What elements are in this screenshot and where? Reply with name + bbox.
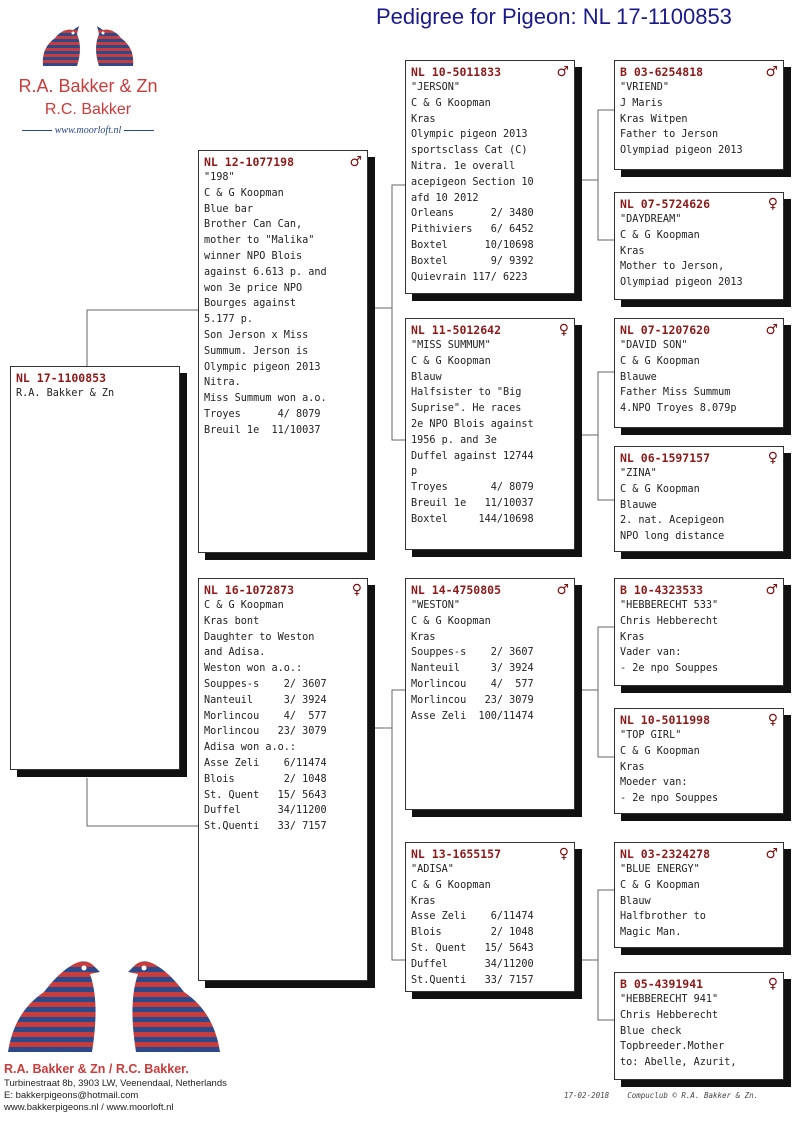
pigeon-details: "198" C & G Koopman Blue bar Brother Can Can, mother to "Malika" winner NPO Blois against 6.613 p. and won 3e price NPO Bourges against 5.177 p. Son Jerson x Miss Summum. Jerson is Olympic pigeon 2013 Nitra. Miss Summum won a.o. Troyes 4/ 8079 Breuil 1e 11/10037 (204, 172, 327, 436)
pigeon-details: "HEBBERECHT 941" Chris Hebberecht Blue check Topbreeder.Mother to: Abelle, Azurit, (620, 994, 737, 1069)
pigeon-card-maternal-grandfather[interactable] (405, 578, 575, 810)
pigeon-card-mmf[interactable] (614, 842, 784, 948)
male-icon: ♂ (556, 63, 569, 80)
ring-number: NL 06-1597157 (620, 450, 711, 465)
female-icon: ♀ (767, 711, 778, 728)
pigeon-card-mff[interactable] (614, 578, 784, 686)
ring-number: NL 07-1207620 (620, 322, 711, 337)
pigeon-details: "WESTON" C & G Koopman Kras Souppes-s 2/ 3607 Nanteuil 3/ 3924 Morlincou 4/ 577 Morlincou 23/ 3079 Asse Zeli 100/11474 (411, 600, 534, 722)
pigeon-details: "BLUE ENERGY" C & G Koopman Blauw Halfbrother to Magic Man. (620, 864, 706, 939)
pigeon-details: "DAVID SON" C & G Koopman Blauwe Father Miss Summum 4.NPO Troyes 8.079p (620, 340, 737, 415)
pigeon-details: "JERSON" C & G Koopman Kras Olympic pigeon 2013 sportsclass Cat (C) Nitra. 1e overall acepigeon Section 10 afd 10 2012 Orleans 2/ 3480 Pithiviers 6/ 6452 Boxtel 10/10698 Boxtel 9/ 9392 Quievrain 117/ 6223 (411, 82, 534, 283)
female-icon: ♀ (351, 581, 362, 598)
footer (564, 1091, 758, 1100)
ring-number: NL 10-5011998 (620, 712, 711, 727)
pigeon-card-paternal-grandmother[interactable] (405, 318, 575, 550)
male-icon: ♂ (765, 845, 778, 862)
female-icon: ♀ (558, 845, 569, 862)
contact-address: Turbinestraat 8b, 3903 LW, Veenendaal, Netherlands (4, 1078, 227, 1089)
pigeon-card-fff[interactable] (614, 60, 784, 170)
pigeon-card-mmm[interactable] (614, 972, 784, 1080)
ring-number: NL 11-5012642 (411, 322, 502, 337)
software-credit: Compuclub © R.A. Bakker & Zn. (627, 1091, 759, 1100)
ring-number: NL 12-1077198 (204, 154, 295, 169)
ring-number: NL 17-1100853 (16, 370, 107, 385)
male-icon: ♂ (349, 153, 362, 170)
pigeon-details: "ZINA" C & G Koopman Blauwe 2. nat. Acepigeon NPO long distance (620, 468, 725, 543)
pigeon-card-paternal-grandfather[interactable] (405, 60, 575, 294)
pigeon-details: "VRIEND" J Maris Kras Witpen Father to Jerson Olympiad pigeon 2013 (620, 82, 743, 157)
pigeon-card-fmm[interactable] (614, 446, 784, 552)
pigeon-card-mother[interactable] (198, 578, 368, 981)
brand-website: www.moorloft.nl (8, 125, 168, 136)
page-title: Pedigree for Pigeon: NL 17-1100853 (376, 4, 732, 29)
pigeon-details: "MISS SUMMUM" C & G Koopman Blauw Halfsister to "Big Suprise". He races 2e NPO Blois against 1956 p. and 3e Duffel against 12744 p Troyes 4/ 8079 Breuil 1e 11/10037 Boxtel 144/10698 (411, 340, 534, 525)
pigeon-card-maternal-grandmother[interactable] (405, 842, 575, 992)
ring-number: B 03-6254818 (620, 64, 704, 79)
contact-block (4, 1062, 227, 1114)
pigeon-card-father[interactable] (198, 150, 368, 553)
print-date: 17-02-2018 (564, 1091, 610, 1100)
brand-name-secondary: R.C. Bakker (44, 101, 132, 118)
contact-email[interactable]: E: bakkerpigeons@hotmail.com (4, 1090, 139, 1101)
pigeon-card-fmf[interactable] (614, 318, 784, 428)
ring-number: NL 14-4750805 (411, 582, 502, 597)
female-icon: ♀ (558, 321, 569, 338)
ring-number: NL 07-5724626 (620, 196, 711, 211)
pigeon-details: "DAYDREAM" C & G Koopman Kras Mother to Jerson, Olympiad pigeon 2013 (620, 214, 743, 289)
male-icon: ♂ (765, 63, 778, 80)
female-icon: ♀ (767, 195, 778, 212)
pigeon-details: "ADISA" C & G Koopman Kras Asse Zeli 6/11474 Blois 2/ 1048 St. Quent 15/ 5643 Duffel 34/11200 St.Quenti 33/ 7157 (411, 864, 534, 986)
contact-name: R.A. Bakker & Zn / R.C. Bakker. (4, 1062, 189, 1076)
ring-number: NL 03-2324278 (620, 846, 711, 861)
female-icon: ♀ (767, 449, 778, 466)
female-icon: ♀ (767, 975, 778, 992)
pigeon-details: "HEBBERECHT 533" Chris Hebberecht Kras Vader van: - 2e npo Souppes (620, 600, 719, 675)
ring-number: B 05-4391941 (620, 976, 704, 991)
ring-number: NL 16-1072873 (204, 582, 295, 597)
ring-number: NL 10-5011833 (411, 64, 502, 79)
male-icon: ♂ (556, 581, 569, 598)
pigeon-details: R.A. Bakker & Zn (16, 388, 115, 399)
pigeon-card-subject[interactable] (10, 366, 180, 770)
pigeon-card-mfm[interactable] (614, 708, 784, 814)
pigeon-details: C & G Koopman Kras bont Daughter to Weston and Adisa. Weston won a.o.: Souppes-s 2/ 3607 Nanteuil 3/ 3924 Morlincou 4/ 577 Morlincou 23/ 3079 Adisa won a.o.: Asse Zeli 6/11474 Blois 2/ 1048 St. Quent 15/ 5643 Duffel 34/11200 St.Quenti 33/ 7157 (204, 600, 327, 833)
brand-name-primary: R.A. Bakker & Zn (18, 76, 158, 96)
bottom-logo (4, 952, 224, 1060)
ring-number: NL 13-1655157 (411, 846, 502, 861)
pigeons-large-logo-icon (4, 952, 224, 1056)
male-icon: ♂ (765, 581, 778, 598)
pigeon-card-ffm[interactable] (614, 192, 784, 300)
ring-number: B 10-4323533 (620, 582, 704, 597)
male-icon: ♂ (765, 321, 778, 338)
contact-web[interactable]: www.bakkerpigeons.nl / www.moorloft.nl (4, 1102, 174, 1113)
pigeon-details: "TOP GIRL" C & G Koopman Kras Moeder van: - 2e npo Souppes (620, 730, 719, 805)
